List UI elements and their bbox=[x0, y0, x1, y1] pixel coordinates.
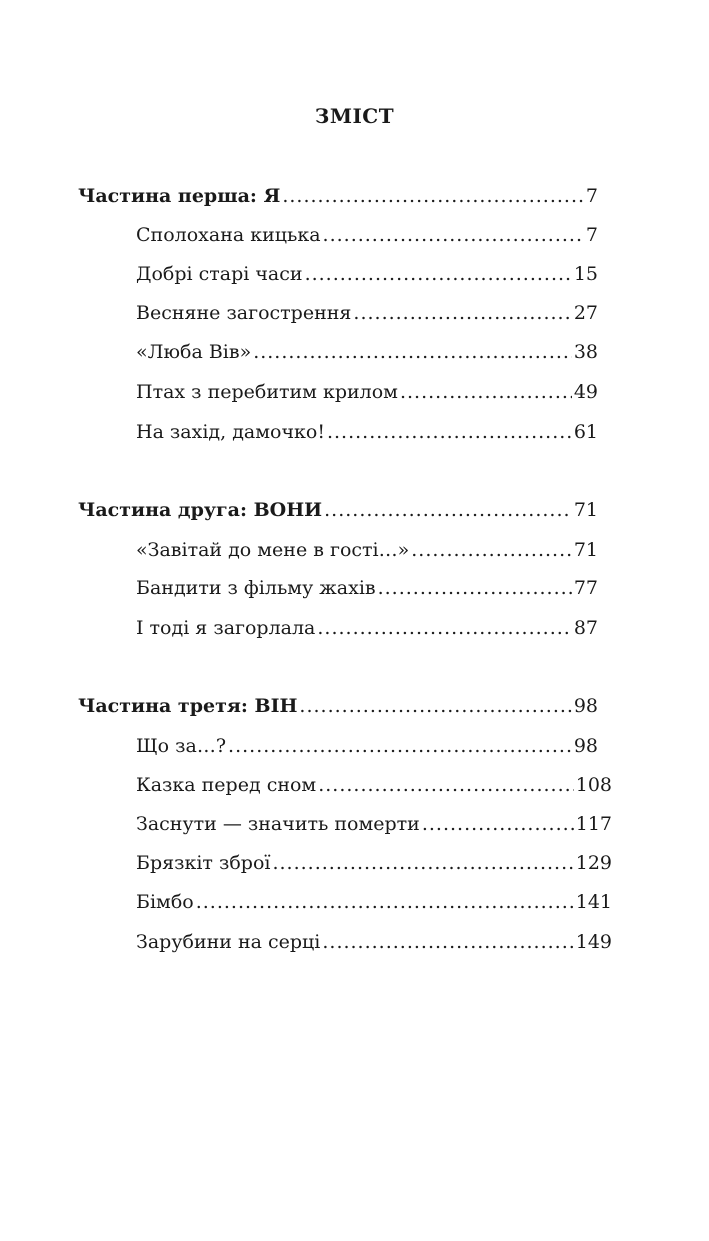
page-number: 117 bbox=[575, 813, 612, 835]
chapter-title: Казка перед сном bbox=[136, 774, 317, 796]
page-number: 27 bbox=[573, 302, 598, 324]
toc-chapter bbox=[136, 929, 612, 955]
page-number: 38 bbox=[573, 341, 598, 363]
dot-leader bbox=[253, 339, 572, 365]
chapter-title: Брязкіт зброї bbox=[136, 852, 271, 874]
toc-chapter bbox=[136, 575, 598, 601]
chapter-title: «Завітай до мене в гості…» bbox=[136, 539, 410, 561]
toc-part-3 bbox=[78, 693, 598, 719]
dot-leader bbox=[318, 772, 574, 798]
page-number: 108 bbox=[575, 774, 612, 796]
part-title: Частина друга: ВОНИ bbox=[78, 499, 323, 521]
dot-leader bbox=[228, 733, 572, 759]
dot-leader bbox=[324, 497, 572, 523]
chapter-title: Бандити з фільму жахів bbox=[136, 577, 376, 599]
page-number: 98 bbox=[573, 695, 598, 717]
toc-chapter bbox=[136, 300, 598, 326]
dot-leader bbox=[272, 850, 573, 876]
chapter-title: Що за…? bbox=[136, 735, 227, 757]
toc-chapter bbox=[136, 615, 598, 641]
page-number: 71 bbox=[573, 499, 598, 521]
chapter-title: Зарубини на серці bbox=[136, 931, 321, 953]
page-title: ЗМІСТ bbox=[314, 104, 395, 128]
chapter-title: «Люба Вів» bbox=[136, 341, 252, 363]
page-number: 7 bbox=[585, 224, 598, 246]
toc-chapter bbox=[136, 222, 598, 248]
dot-leader bbox=[411, 537, 572, 563]
page-number: 141 bbox=[575, 891, 612, 913]
dot-leader bbox=[323, 222, 584, 248]
dot-leader bbox=[282, 183, 584, 209]
chapter-title: Птах з перебитим крилом bbox=[136, 381, 398, 403]
dot-leader bbox=[299, 693, 571, 719]
page-number: 49 bbox=[573, 381, 598, 403]
toc-chapter bbox=[136, 850, 612, 876]
dot-leader bbox=[353, 300, 571, 326]
page-number: 7 bbox=[585, 185, 598, 207]
toc-chapter bbox=[136, 811, 612, 837]
dot-leader bbox=[378, 575, 572, 601]
toc-chapter bbox=[136, 537, 598, 563]
toc-chapter bbox=[136, 889, 612, 915]
chapter-title: Добрі старі часи bbox=[136, 263, 303, 285]
chapter-title: На захід, дамочко! bbox=[136, 421, 325, 443]
dot-leader bbox=[400, 379, 572, 405]
toc-chapter bbox=[136, 733, 598, 759]
chapter-title: Заснути — значить померти bbox=[136, 813, 420, 835]
chapter-title: Весняне загострення bbox=[136, 302, 352, 324]
dot-leader bbox=[422, 811, 574, 837]
toc-chapter bbox=[136, 419, 598, 445]
dot-leader bbox=[322, 929, 573, 955]
dot-leader bbox=[327, 419, 572, 445]
toc-chapter bbox=[136, 772, 612, 798]
page-number: 61 bbox=[573, 421, 598, 443]
toc-chapter bbox=[136, 379, 598, 405]
chapter-title: Сполохана кицька bbox=[136, 224, 321, 246]
chapter-title: Бімбо bbox=[136, 891, 194, 913]
page-number: 98 bbox=[573, 735, 598, 757]
part-title: Частина перша: Я bbox=[78, 185, 281, 207]
toc-chapter bbox=[136, 339, 598, 365]
page-number: 77 bbox=[573, 577, 598, 599]
dot-leader bbox=[317, 615, 571, 641]
page-number: 129 bbox=[575, 852, 612, 874]
toc-chapter bbox=[136, 261, 598, 287]
chapter-title: І тоді я загорлала bbox=[136, 617, 316, 639]
toc-part-1 bbox=[78, 183, 598, 209]
dot-leader bbox=[196, 889, 574, 915]
page-number: 71 bbox=[573, 539, 598, 561]
page-number: 149 bbox=[575, 931, 612, 953]
toc-part-2 bbox=[78, 497, 598, 523]
page-number: 15 bbox=[573, 263, 598, 285]
page-number: 87 bbox=[573, 617, 598, 639]
dot-leader bbox=[305, 261, 572, 287]
part-title: Частина третя: ВІН bbox=[78, 695, 298, 717]
